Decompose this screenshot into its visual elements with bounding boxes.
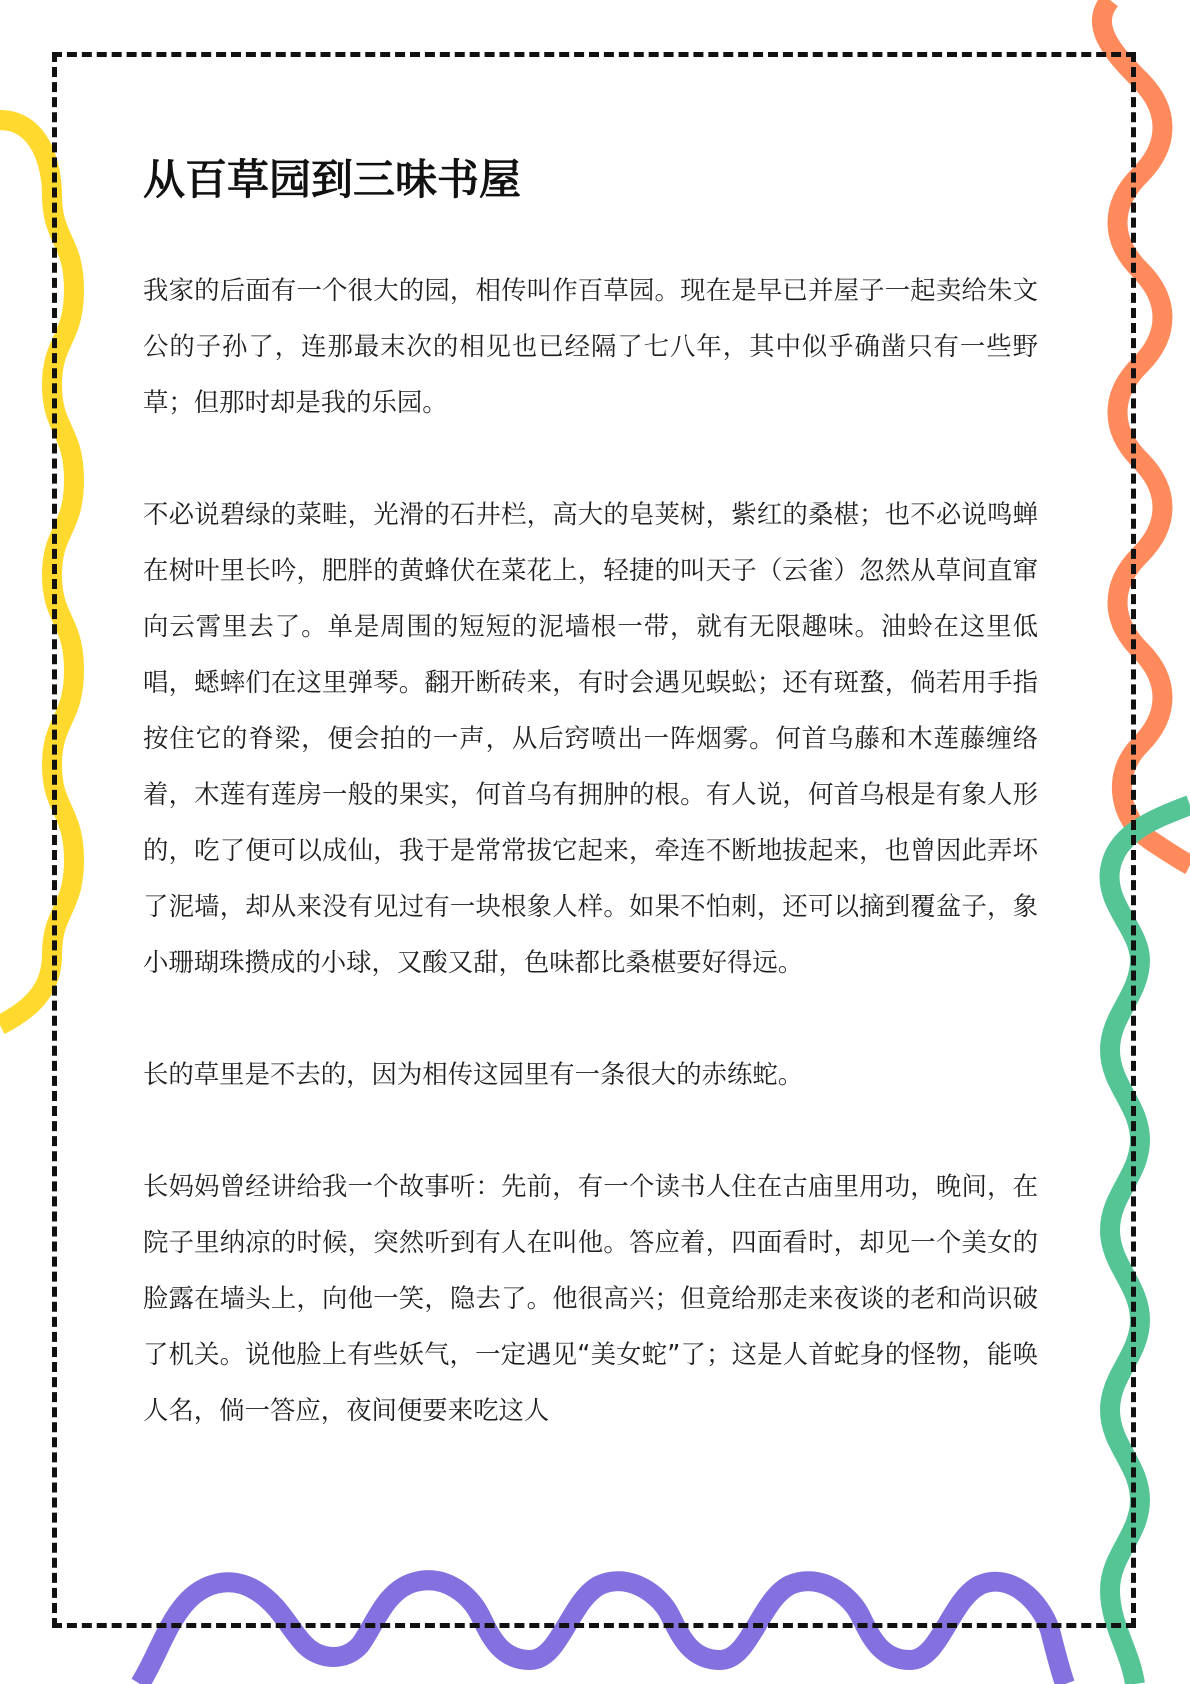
- paragraph-2: 不必说碧绿的菜畦，光滑的石井栏，高大的皂荚树，紫红的桑椹；也不必说鸣蝉在树叶里长吟，肥胖的黄蜂伏在菜花上，轻捷的叫天子（云雀）忽然从草间直窜向云霄里去了。单是周围的短短的泥墙根一带，就有无限趣味。油蛉在这里低唱，蟋蟀们在这里弹琴。翻开断砖来，有时会遇见蜈蚣；还有斑蝥，倘若用手指按住它的脊梁，便会拍的一声，从后窍喷出一阵烟雾。何首乌藤和木莲藤缠络着，木莲有莲房一般的果实，何首乌有拥肿的根。有人说，何首乌根是有象人形的，吃了便可以成仙，我于是常常拔它起来，牵连不断地拔起来，也曾因此弄坏了泥墙，却从来没有见过有一块根象人样。如果不怕刺，还可以摘到覆盆子，象小珊瑚珠攒成的小球，又酸又甜，色味都比桑椹要好得远。: [143, 499, 1038, 977]
- paragraph-4: 长妈妈曾经讲给我一个故事听：先前，有一个读书人住在古庙里用功，晚间，在院子里纳凉的时候，突然听到有人在叫他。答应着，四面看时，却见一个美女的脸露在墙头上，向他一笑，隐去了。他很高兴；但竟给那走来夜谈的老和尚识破了机关。说他脸上有些妖气，一定遇见“美女蛇”了；这是人首蛇身的怪物，能唤人名，倘一答应，夜间便要来吃这人: [143, 1171, 1038, 1425]
- paragraph-1: 我家的后面有一个很大的园，相传叫作百草园。现在是早已并屋子一起卖给朱文公的子孙了，连那最末次的相见也已经隔了七八年，其中似乎确凿只有一些野草；但那时却是我的乐园。: [143, 275, 1038, 417]
- article: [143, 150, 1038, 1494]
- paragraph-3: 长的草里是不去的，因为相传这园里有一条很大的赤练蛇。: [143, 1059, 804, 1089]
- article-title: 从百草园到三味书屋: [143, 155, 522, 204]
